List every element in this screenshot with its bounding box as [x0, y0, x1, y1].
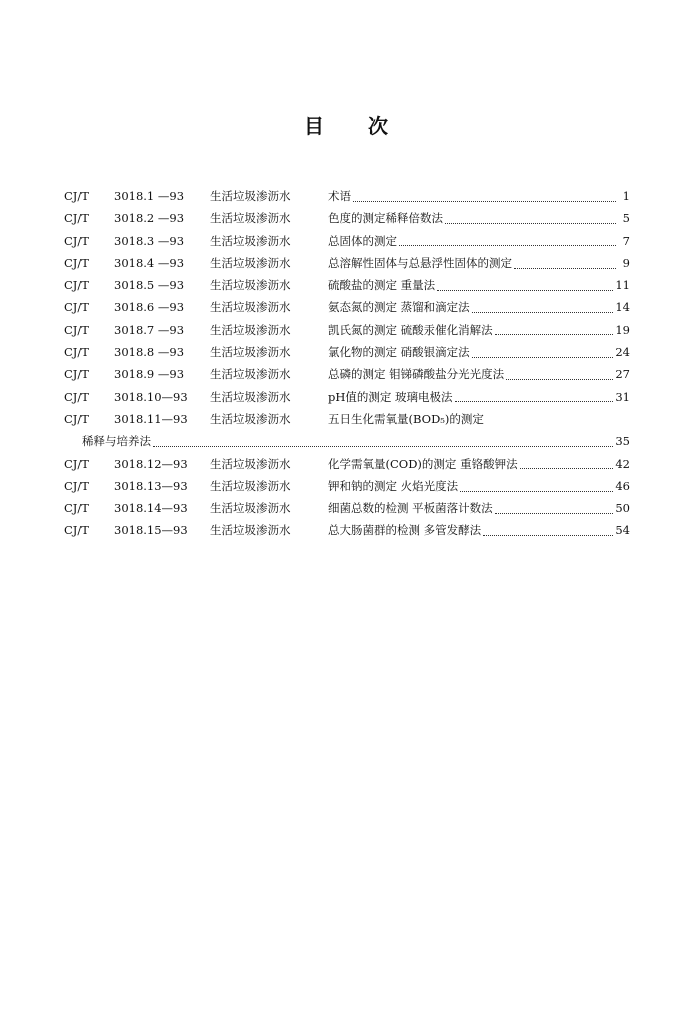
entry-page: 14 — [615, 300, 630, 315]
entry-title: pH值的测定 玻璃电极法 — [328, 389, 453, 404]
entry-title: 总大肠菌群的检测 多管发酵法 — [328, 523, 482, 538]
entry-title: 化学需氧量(COD)的测定 重铬酸钾法 — [328, 456, 518, 471]
entry-page: 24 — [615, 345, 630, 360]
dot-leader — [437, 290, 613, 291]
entry-number: 3018.8 —93 — [114, 345, 185, 360]
title-char-right: 次 — [368, 114, 388, 138]
entry-code: CJ/T — [64, 345, 89, 360]
dot-leader — [153, 446, 613, 447]
entry-number: 3018.14—93 — [114, 501, 188, 516]
entry-number: 3018.10—93 — [114, 389, 188, 404]
entry-code: CJ/T — [64, 255, 89, 270]
entry-code: CJ/T — [64, 211, 89, 226]
entry-code: CJ/T — [64, 456, 89, 471]
entry-subject: 生活垃圾渗沥水 — [210, 501, 291, 516]
entry-title: 氨态氮的测定 蒸馏和滴定法 — [328, 300, 470, 315]
entry-title: 五日生化需氧量(BOD₅)的测定 — [328, 411, 484, 426]
entry-page: 11 — [615, 278, 630, 293]
toc-entry — [64, 233, 630, 255]
entry-subject: 生活垃圾渗沥水 — [210, 389, 291, 404]
entry-code: CJ/T — [64, 478, 89, 493]
table-of-contents — [64, 188, 630, 545]
page-title — [0, 110, 692, 139]
toc-entry-continuation — [64, 433, 630, 455]
entry-code: CJ/T — [64, 411, 89, 426]
entry-code: CJ/T — [64, 322, 89, 337]
entry-number: 3018.5 —93 — [114, 278, 185, 293]
entry-number: 3018.15—93 — [114, 523, 188, 538]
entry-subject: 生活垃圾渗沥水 — [210, 411, 291, 426]
entry-title: 色度的测定稀释倍数法 — [328, 211, 443, 226]
dot-leader — [460, 491, 613, 492]
entry-number: 3018.4 —93 — [114, 255, 185, 270]
entry-code: CJ/T — [64, 389, 89, 404]
toc-entry — [64, 322, 630, 344]
entry-subject: 生活垃圾渗沥水 — [210, 322, 291, 337]
dot-leader — [495, 513, 614, 514]
entry-page: 7 — [622, 233, 630, 248]
entry-number: 3018.6 —93 — [114, 300, 185, 315]
entry-title: 氯化物的测定 硝酸银滴定法 — [328, 345, 470, 360]
dot-leader — [353, 201, 616, 202]
toc-entry — [64, 299, 630, 321]
entry-title: 总固体的测定 — [328, 233, 397, 248]
entry-number: 3018.7 —93 — [114, 322, 185, 337]
dot-leader — [472, 312, 614, 313]
entry-title: 总磷的测定 钼锑磷酸盐分光光度法 — [328, 367, 505, 382]
entry-subject: 生活垃圾渗沥水 — [210, 211, 291, 226]
entry-code: CJ/T — [64, 189, 89, 203]
entry-title: 术语 — [328, 189, 351, 203]
entry-code: CJ/T — [64, 501, 89, 516]
entry-title: 钾和钠的测定 火焰光度法 — [328, 478, 459, 493]
entry-page: 9 — [622, 255, 630, 270]
entry-subject: 生活垃圾渗沥水 — [210, 456, 291, 471]
entry-subject: 生活垃圾渗沥水 — [210, 345, 291, 360]
entry-page: 27 — [615, 367, 630, 382]
entry-number: 3018.11—93 — [114, 411, 188, 426]
entry-subject: 生活垃圾渗沥水 — [210, 255, 291, 270]
entry-number: 3018.13—93 — [114, 478, 188, 493]
entry-subject: 生活垃圾渗沥水 — [210, 367, 291, 382]
dot-leader — [399, 245, 616, 246]
toc-entry — [64, 210, 630, 232]
title-char-left: 目 — [304, 114, 324, 138]
entry-subject: 生活垃圾渗沥水 — [210, 233, 291, 248]
dot-leader — [506, 379, 613, 380]
entry-code: CJ/T — [64, 300, 89, 315]
toc-entry — [64, 277, 630, 299]
dot-leader — [520, 468, 614, 469]
entry-subject: 生活垃圾渗沥水 — [210, 300, 291, 315]
dot-leader — [495, 334, 614, 335]
entry-title-continuation: 稀释与培养法 — [82, 434, 151, 449]
entry-number: 3018.9 —93 — [114, 367, 185, 382]
entry-page: 19 — [615, 322, 630, 337]
entry-title: 总溶解性固体与总悬浮性固体的测定 — [328, 255, 512, 270]
entry-number: 3018.12—93 — [114, 456, 188, 471]
entry-code: CJ/T — [64, 233, 89, 248]
toc-entry — [64, 411, 630, 433]
entry-number: 3018.1 —93 — [114, 189, 185, 203]
entry-code: CJ/T — [64, 523, 89, 538]
entry-page: 46 — [615, 478, 630, 493]
entry-page: 1 — [622, 189, 630, 203]
dot-leader — [445, 223, 616, 224]
toc-entry — [64, 366, 630, 388]
entry-title: 凯氏氮的测定 硫酸汞催化消解法 — [328, 322, 493, 337]
entry-code: CJ/T — [64, 367, 89, 382]
entry-subject: 生活垃圾渗沥水 — [210, 523, 291, 538]
toc-entry — [64, 500, 630, 522]
entry-number: 3018.2 —93 — [114, 211, 185, 226]
dot-leader — [514, 268, 616, 269]
dot-leader — [455, 401, 614, 402]
toc-entry — [64, 389, 630, 411]
entry-subject: 生活垃圾渗沥水 — [210, 189, 291, 203]
toc-entry — [64, 478, 630, 500]
toc-entry — [64, 522, 630, 544]
toc-entry — [64, 456, 630, 478]
dot-leader — [483, 535, 613, 536]
entry-number: 3018.3 —93 — [114, 233, 185, 248]
entry-code: CJ/T — [64, 278, 89, 293]
toc-entry — [64, 255, 630, 277]
entry-subject: 生活垃圾渗沥水 — [210, 278, 291, 293]
entry-title: 硫酸盐的测定 重量法 — [328, 278, 436, 293]
toc-entry — [64, 344, 630, 366]
entry-page: 42 — [615, 456, 630, 471]
entry-title: 细菌总数的检测 平板菌落计数法 — [328, 501, 493, 516]
entry-page: 54 — [615, 523, 630, 538]
dot-leader — [472, 357, 614, 358]
entry-page: 5 — [622, 211, 630, 226]
entry-subject: 生活垃圾渗沥水 — [210, 478, 291, 493]
toc-entry — [64, 188, 630, 210]
entry-page: 50 — [615, 501, 630, 516]
entry-page: 35 — [615, 434, 630, 449]
entry-page: 31 — [615, 389, 630, 404]
